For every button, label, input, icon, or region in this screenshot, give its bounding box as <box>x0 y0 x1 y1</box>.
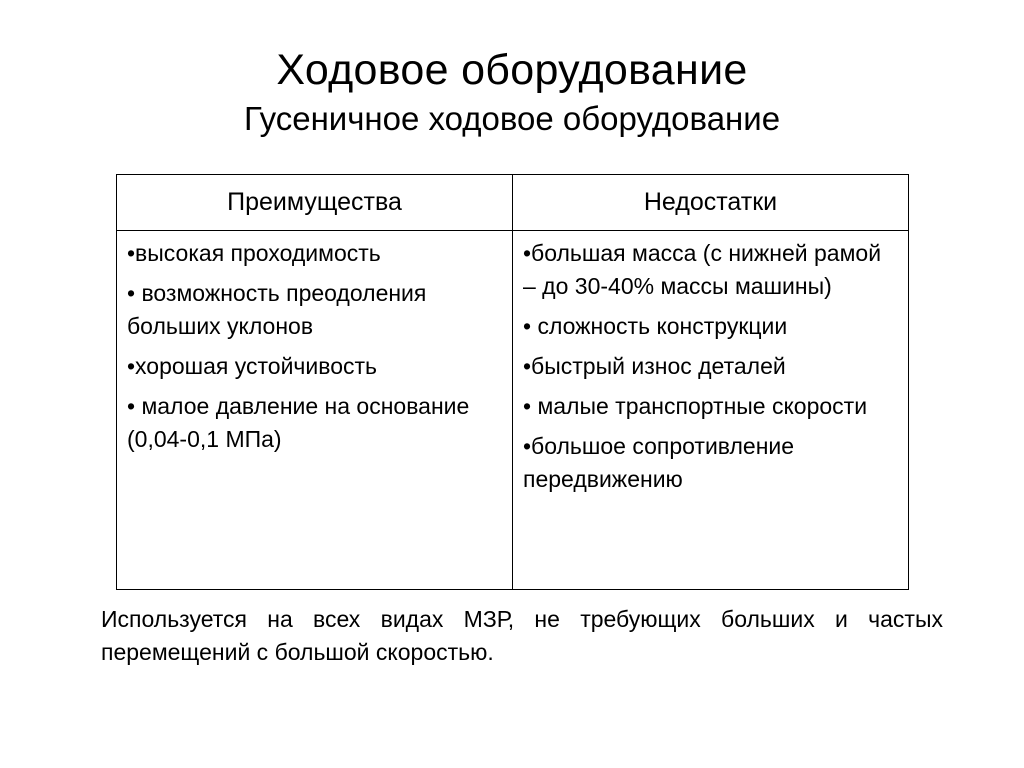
disadvantage-item: •быстрый износ деталей <box>523 353 786 379</box>
advantage-item: •высокая проходимость <box>127 240 381 266</box>
disadvantage-item: •большое сопротивление передвижению <box>523 433 795 492</box>
slide-title <box>0 44 1024 140</box>
advantage-item: • возможность преодоления больших уклонов <box>127 280 427 339</box>
usage-note: Используется на всех видах МЗР, не требующих больших и частых перемещений с большой скоростью. <box>101 606 943 665</box>
advantages-cell <box>117 231 513 590</box>
advantage-item: •хорошая устойчивость <box>127 353 378 379</box>
disadvantages-cell <box>513 231 909 590</box>
page-subtitle: Гусеничное ходовое оборудование <box>243 100 781 137</box>
disadvantage-item: • сложность конструкции <box>523 313 788 339</box>
disadvantages-header: Недостатки <box>513 175 909 231</box>
advantages-header: Преимущества <box>117 175 513 231</box>
page-title: Ходовое оборудование <box>276 46 748 94</box>
disadvantage-item: •большая масса (с нижней рамой – до 30-40% массы машины) <box>523 240 882 299</box>
comparison-table <box>116 174 909 590</box>
table-header-row <box>117 175 909 231</box>
table-row <box>117 231 909 590</box>
advantage-item: • малое давление на основание (0,04-0,1 МПа) <box>127 393 470 452</box>
disadvantage-item: • малые транспортные скорости <box>523 393 868 419</box>
